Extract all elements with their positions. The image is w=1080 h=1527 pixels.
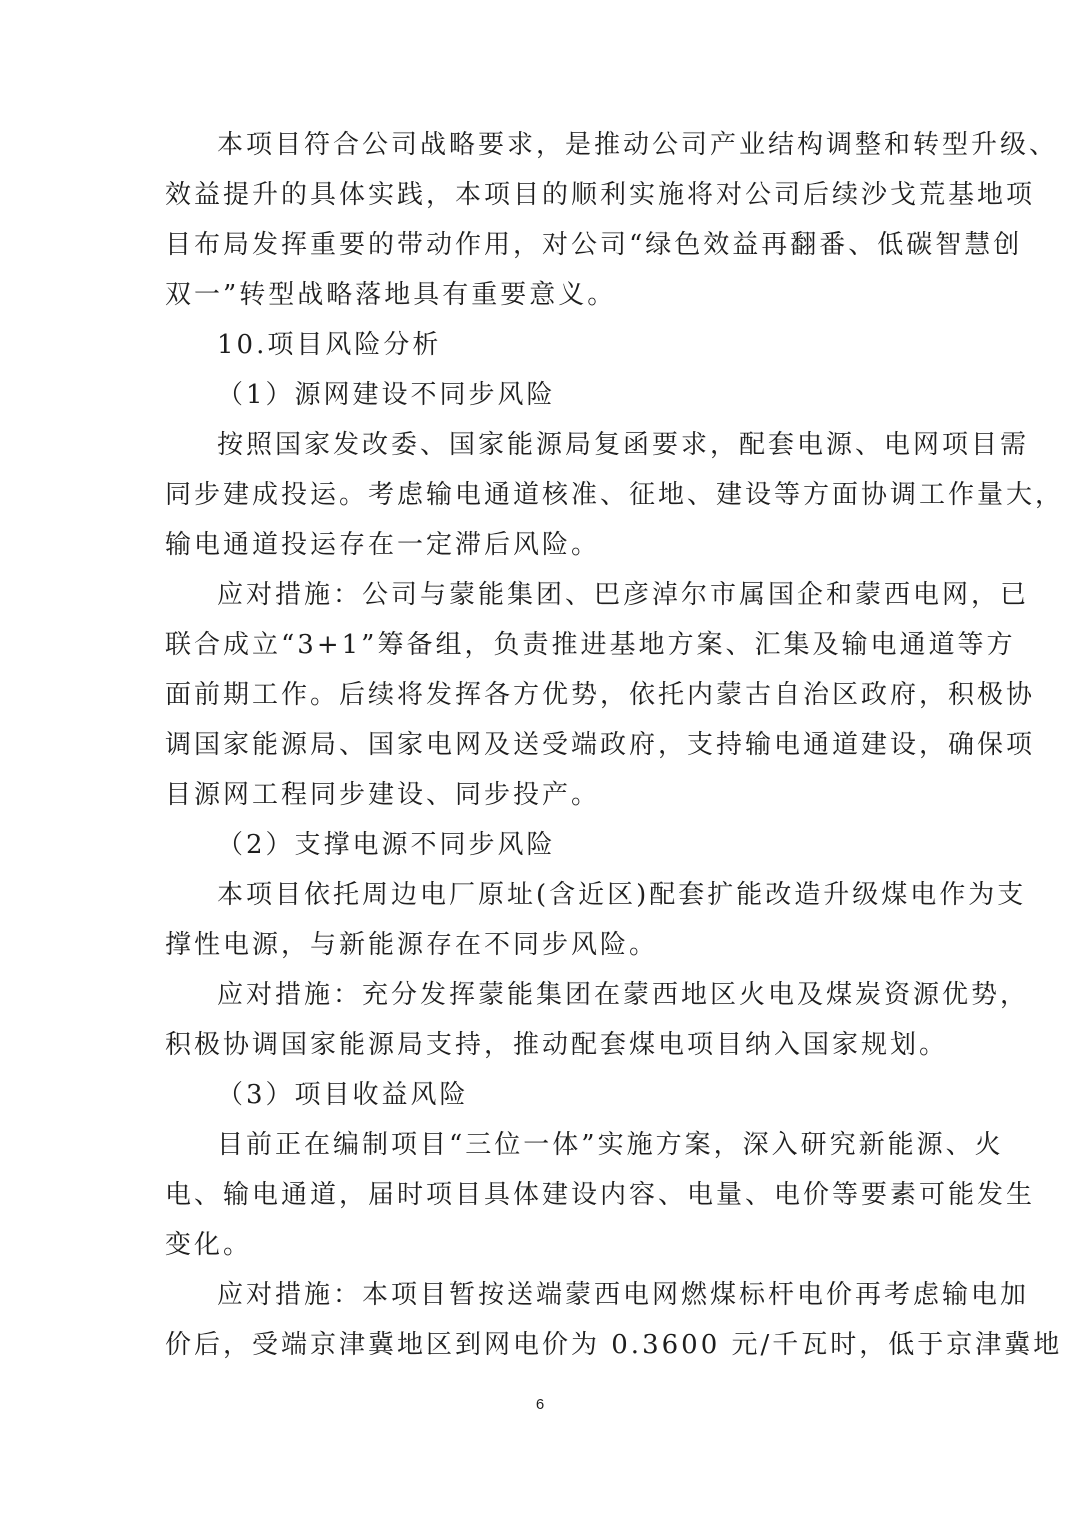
paragraph-line: 同步建成投运。考虑输电通道核准、征地、建设等方面协调工作量大，	[165, 480, 1065, 510]
paragraph-line: 撑性电源，与新能源存在不同步风险。	[165, 930, 659, 960]
paragraph-line: 面前期工作。后续将发挥各方优势，依托内蒙古自治区政府，积极协	[165, 680, 1036, 710]
paragraph-line: 目布局发挥重要的带动作用，对公司“绿色效益再翻番、低碳智慧创	[165, 230, 1023, 260]
paragraph-line: 电、输电通道，届时项目具体建设内容、电量、电价等要素可能发生	[165, 1180, 1036, 1210]
paragraph-line: 应对措施：公司与蒙能集团、巴彦淖尔市属国企和蒙西电网，已	[217, 580, 1030, 610]
paragraph-line: 调国家能源局、国家电网及送受端政府，支持输电通道建设，确保项	[165, 730, 1036, 760]
paragraph-line: 目前正在编制项目“三位一体”实施方案，深入研究新能源、火	[217, 1130, 1004, 1160]
paragraph-line: 变化。	[165, 1230, 253, 1260]
paragraph-line: 目源网工程同步建设、同步投产。	[165, 780, 601, 810]
paragraph-line: 效益提升的具体实践，本项目的顺利实施将对公司后续沙戈荒基地项	[165, 180, 1036, 210]
subsection-heading: （2）支撑电源不同步风险	[217, 830, 556, 860]
paragraph-line: 输电通道投运存在一定滞后风险。	[165, 530, 601, 560]
subsection-heading: （3）项目收益风险	[217, 1080, 469, 1110]
paragraph-line: 联合成立“3+1”筹备组，负责推进基地方案、汇集及输电通道等方	[165, 630, 1016, 660]
document-body	[165, 120, 1065, 1370]
paragraph-line: 价后，受端京津冀地区到网电价为 0.3600 元/千瓦时，低于京津冀地	[165, 1330, 1063, 1360]
paragraph-line: 按照国家发改委、国家能源局复函要求，配套电源、电网项目需	[217, 430, 1030, 460]
paragraph-line: 双一”转型战略落地具有重要意义。	[165, 280, 617, 310]
section-heading: 10.项目风险分析	[217, 330, 442, 360]
paragraph-line: 本项目依托周边电厂原址(含近区)配套扩能改造升级煤电作为支	[217, 880, 1027, 910]
paragraph-line: 应对措施：充分发挥蒙能集团在蒙西地区火电及煤炭资源优势，	[217, 980, 1030, 1010]
paragraph-line: 应对措施：本项目暂按送端蒙西电网燃煤标杆电价再考虑输电加	[217, 1280, 1030, 1310]
paragraph-line: 本项目符合公司战略要求，是推动公司产业结构调整和转型升级、	[217, 130, 1059, 160]
subsection-heading: （1）源网建设不同步风险	[217, 380, 556, 410]
paragraph-line: 积极协调国家能源局支持，推动配套煤电项目纳入国家规划。	[165, 1030, 949, 1060]
page-number: 6	[535, 1396, 545, 1413]
